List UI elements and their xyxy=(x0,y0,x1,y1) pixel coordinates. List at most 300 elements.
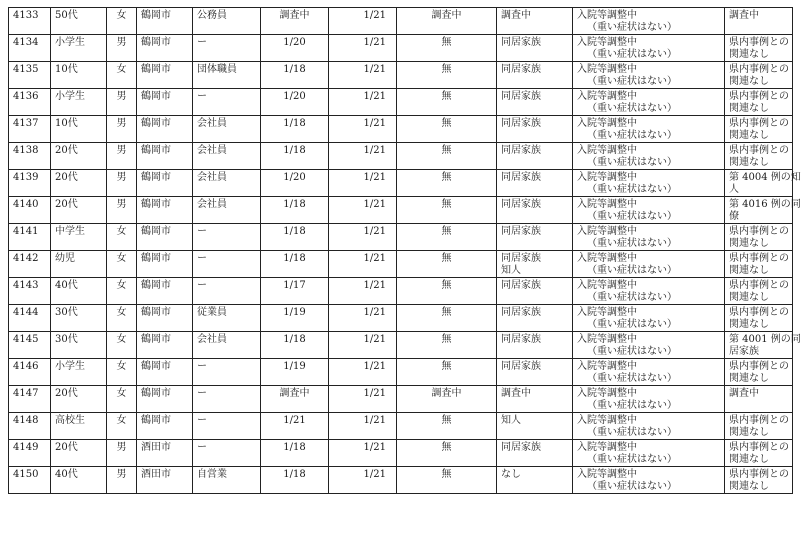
onset-text: 1/18 xyxy=(283,226,306,237)
remarks-line: 県内事例との xyxy=(729,442,789,453)
contact-line: 同居家族 xyxy=(501,199,541,210)
remarks-line: 関連なし xyxy=(729,454,769,465)
travel-history-cell xyxy=(397,359,497,386)
status-cell xyxy=(573,35,725,62)
sex-cell xyxy=(107,305,137,332)
table-row xyxy=(9,251,793,278)
remarks-line: 第 4016 例の同 xyxy=(729,199,801,210)
status-line: 入院等調整中 xyxy=(577,91,637,102)
age-cell xyxy=(51,359,107,386)
status-line: 入院等調整中 xyxy=(577,361,637,372)
status-line: 入院等調整中 xyxy=(577,415,637,426)
remarks-line: 僚 xyxy=(729,211,739,222)
case-number-cell xyxy=(9,386,51,413)
contact-line: 同居家族 xyxy=(501,334,541,345)
travel-text: 無 xyxy=(441,442,452,453)
case-number-cell xyxy=(9,440,51,467)
city-cell xyxy=(137,278,193,305)
remarks-line: 関連なし xyxy=(729,130,769,141)
status-cell xyxy=(573,386,725,413)
travel-text: 無 xyxy=(441,253,452,264)
occupation-cell xyxy=(193,413,261,440)
table-row xyxy=(9,197,793,224)
status-line: （重い症状はない） xyxy=(587,103,677,114)
onset-date-cell xyxy=(261,62,329,89)
city-cell xyxy=(137,359,193,386)
confirmed-text: 1/21 xyxy=(363,388,386,399)
case-number-cell xyxy=(9,278,51,305)
age-cell xyxy=(51,224,107,251)
age-text: 10代 xyxy=(55,118,78,129)
contact-line: 知人 xyxy=(501,415,521,426)
remarks-cell xyxy=(725,170,801,197)
travel-history-cell xyxy=(397,116,497,143)
city-cell xyxy=(137,8,193,35)
travel-text: 無 xyxy=(441,226,452,237)
no-text: 4147 xyxy=(13,388,39,399)
city-cell xyxy=(137,62,193,89)
status-line: 入院等調整中 xyxy=(577,334,637,345)
remarks-line: 居家族 xyxy=(729,346,759,357)
no-text: 4143 xyxy=(13,280,39,291)
sex-text: 男 xyxy=(116,118,127,129)
travel-history-cell xyxy=(397,332,497,359)
sex-cell xyxy=(107,278,137,305)
no-text: 4136 xyxy=(13,91,39,102)
table-row xyxy=(9,8,793,35)
confirmed-date-cell xyxy=(329,467,397,494)
onset-text: 1/18 xyxy=(283,145,306,156)
sex-cell xyxy=(107,35,137,62)
job-text: ー xyxy=(197,442,207,453)
case-table-sheet xyxy=(8,7,801,494)
age-cell xyxy=(51,332,107,359)
remarks-cell xyxy=(725,278,793,305)
contact-line: 同居家族 xyxy=(501,361,541,372)
table-row xyxy=(9,332,793,359)
occupation-cell xyxy=(193,332,261,359)
occupation-cell xyxy=(193,8,261,35)
confirmed-text: 1/21 xyxy=(363,145,386,156)
age-text: 20代 xyxy=(55,199,78,210)
status-line: （重い症状はない） xyxy=(587,454,677,465)
no-text: 4148 xyxy=(13,415,39,426)
onset-date-cell xyxy=(261,116,329,143)
status-cell xyxy=(573,62,725,89)
remarks-line: 県内事例との xyxy=(729,64,789,75)
onset-date-cell xyxy=(261,359,329,386)
onset-text: 1/19 xyxy=(283,307,306,318)
status-cell xyxy=(573,440,725,467)
case-number-cell xyxy=(9,89,51,116)
status-line: （重い症状はない） xyxy=(587,319,677,330)
remarks-cell xyxy=(725,386,793,413)
travel-text: 調査中 xyxy=(431,388,462,399)
contact-line: なし xyxy=(501,469,521,480)
sex-cell xyxy=(107,62,137,89)
status-line: （重い症状はない） xyxy=(587,373,677,384)
onset-text: 1/17 xyxy=(283,280,306,291)
table-row xyxy=(9,359,793,386)
travel-history-cell xyxy=(397,8,497,35)
age-cell xyxy=(51,251,107,278)
city-text: 鶴岡市 xyxy=(141,280,171,291)
confirmed-date-cell xyxy=(329,332,397,359)
remarks-line: 県内事例との xyxy=(729,226,789,237)
contact-line: 同居家族 xyxy=(501,145,541,156)
city-text: 鶴岡市 xyxy=(141,253,171,264)
onset-date-cell xyxy=(261,251,329,278)
case-number-cell xyxy=(9,116,51,143)
status-line: 入院等調整中 xyxy=(577,118,637,129)
onset-date-cell xyxy=(261,305,329,332)
travel-text: 無 xyxy=(441,91,452,102)
remarks-line: 関連なし xyxy=(729,49,769,60)
remarks-cell xyxy=(725,116,793,143)
contact-line: 同居家族 xyxy=(501,118,541,129)
confirmed-text: 1/21 xyxy=(363,415,386,426)
remarks-cell xyxy=(725,89,793,116)
remarks-line: 関連なし xyxy=(729,76,769,87)
remarks-line: 関連なし xyxy=(729,373,769,384)
sex-text: 男 xyxy=(116,442,127,453)
occupation-cell xyxy=(193,251,261,278)
confirmed-date-cell xyxy=(329,305,397,332)
remarks-line: 県内事例との xyxy=(729,280,789,291)
age-text: 30代 xyxy=(55,334,78,345)
job-text: 従業員 xyxy=(197,307,227,318)
confirmed-date-cell xyxy=(329,170,397,197)
confirmed-text: 1/21 xyxy=(363,307,386,318)
age-text: 50代 xyxy=(55,10,78,21)
job-text: ー xyxy=(197,91,207,102)
remarks-line: 関連なし xyxy=(729,238,769,249)
remarks-cell xyxy=(725,224,793,251)
occupation-cell xyxy=(193,116,261,143)
confirmed-date-cell xyxy=(329,8,397,35)
status-cell xyxy=(573,305,725,332)
city-text: 鶴岡市 xyxy=(141,37,171,48)
job-text: ー xyxy=(197,253,207,264)
travel-text: 調査中 xyxy=(431,10,462,21)
contact-cell xyxy=(497,359,573,386)
city-cell xyxy=(137,386,193,413)
status-line: 入院等調整中 xyxy=(577,226,637,237)
age-text: 中学生 xyxy=(55,226,85,237)
case-table xyxy=(8,7,801,494)
contact-line: 同居家族 xyxy=(501,442,541,453)
city-cell xyxy=(137,116,193,143)
onset-text: 1/21 xyxy=(283,415,306,426)
sex-cell xyxy=(107,413,137,440)
occupation-cell xyxy=(193,35,261,62)
travel-history-cell xyxy=(397,305,497,332)
city-text: 鶴岡市 xyxy=(141,118,171,129)
confirmed-text: 1/21 xyxy=(363,37,386,48)
age-text: 30代 xyxy=(55,307,78,318)
travel-history-cell xyxy=(397,197,497,224)
occupation-cell xyxy=(193,170,261,197)
status-cell xyxy=(573,251,725,278)
job-text: ー xyxy=(197,226,207,237)
onset-date-cell xyxy=(261,413,329,440)
remarks-line: 関連なし xyxy=(729,427,769,438)
case-table-body xyxy=(9,8,801,494)
job-text: ー xyxy=(197,388,207,399)
job-text: 公務員 xyxy=(197,10,227,21)
no-text: 4133 xyxy=(13,10,39,21)
city-cell xyxy=(137,224,193,251)
onset-text: 1/18 xyxy=(283,118,306,129)
onset-date-cell xyxy=(261,386,329,413)
age-text: 小学生 xyxy=(55,91,85,102)
remarks-cell xyxy=(725,251,793,278)
remarks-cell xyxy=(725,332,801,359)
travel-text: 無 xyxy=(441,280,452,291)
status-line: （重い症状はない） xyxy=(587,49,677,60)
status-cell xyxy=(573,359,725,386)
sex-text: 女 xyxy=(116,226,127,237)
status-line: 入院等調整中 xyxy=(577,10,637,21)
confirmed-date-cell xyxy=(329,35,397,62)
confirmed-date-cell xyxy=(329,413,397,440)
no-text: 4145 xyxy=(13,334,39,345)
remarks-cell xyxy=(725,467,793,494)
status-cell xyxy=(573,197,725,224)
table-row xyxy=(9,170,793,197)
confirmed-text: 1/21 xyxy=(363,226,386,237)
table-row xyxy=(9,35,793,62)
case-number-cell xyxy=(9,467,51,494)
no-text: 4134 xyxy=(13,37,39,48)
table-row xyxy=(9,224,793,251)
onset-date-cell xyxy=(261,89,329,116)
status-line: 入院等調整中 xyxy=(577,199,637,210)
occupation-cell xyxy=(193,359,261,386)
onset-date-cell xyxy=(261,143,329,170)
travel-history-cell xyxy=(397,170,497,197)
status-cell xyxy=(573,170,725,197)
remarks-line: 県内事例との xyxy=(729,37,789,48)
sex-cell xyxy=(107,8,137,35)
sex-text: 女 xyxy=(116,415,127,426)
city-text: 鶴岡市 xyxy=(141,388,171,399)
remarks-line: 関連なし xyxy=(729,265,769,276)
contact-cell xyxy=(497,143,573,170)
contact-cell xyxy=(497,89,573,116)
status-line: （重い症状はない） xyxy=(587,346,677,357)
onset-date-cell xyxy=(261,440,329,467)
city-text: 酒田市 xyxy=(141,442,171,453)
city-text: 鶴岡市 xyxy=(141,226,171,237)
sex-text: 女 xyxy=(116,10,127,21)
remarks-line: 関連なし xyxy=(729,103,769,114)
contact-line: 同居家族 xyxy=(501,226,541,237)
case-number-cell xyxy=(9,224,51,251)
remarks-cell xyxy=(725,305,793,332)
confirmed-date-cell xyxy=(329,251,397,278)
confirmed-text: 1/21 xyxy=(363,199,386,210)
travel-text: 無 xyxy=(441,361,452,372)
status-line: （重い症状はない） xyxy=(587,238,677,249)
onset-date-cell xyxy=(261,332,329,359)
contact-cell xyxy=(497,62,573,89)
remarks-line: 関連なし xyxy=(729,319,769,330)
sex-cell xyxy=(107,251,137,278)
contact-line: 知人 xyxy=(501,265,521,276)
contact-cell xyxy=(497,467,573,494)
status-line: 入院等調整中 xyxy=(577,253,637,264)
age-cell xyxy=(51,35,107,62)
onset-text: 1/20 xyxy=(283,172,306,183)
travel-history-cell xyxy=(397,467,497,494)
no-text: 4150 xyxy=(13,469,39,480)
remarks-line: 県内事例との xyxy=(729,469,789,480)
no-text: 4138 xyxy=(13,145,39,156)
city-cell xyxy=(137,35,193,62)
age-text: 高校生 xyxy=(55,415,85,426)
age-cell xyxy=(51,62,107,89)
age-text: 10代 xyxy=(55,64,78,75)
contact-line: 同居家族 xyxy=(501,91,541,102)
status-line: （重い症状はない） xyxy=(587,481,677,492)
travel-text: 無 xyxy=(441,145,452,156)
onset-text: 1/20 xyxy=(283,37,306,48)
job-text: 会社員 xyxy=(197,118,227,129)
age-cell xyxy=(51,143,107,170)
table-row xyxy=(9,305,793,332)
remarks-line: 県内事例との xyxy=(729,253,789,264)
travel-history-cell xyxy=(397,62,497,89)
city-cell xyxy=(137,251,193,278)
no-text: 4135 xyxy=(13,64,39,75)
remarks-line: 県内事例との xyxy=(729,91,789,102)
age-cell xyxy=(51,386,107,413)
contact-line: 調査中 xyxy=(501,388,531,399)
confirmed-text: 1/21 xyxy=(363,280,386,291)
confirmed-text: 1/21 xyxy=(363,361,386,372)
onset-date-cell xyxy=(261,170,329,197)
confirmed-date-cell xyxy=(329,278,397,305)
status-cell xyxy=(573,413,725,440)
remarks-line: 県内事例との xyxy=(729,145,789,156)
sex-text: 男 xyxy=(116,199,127,210)
contact-line: 同居家族 xyxy=(501,172,541,183)
status-line: 入院等調整中 xyxy=(577,37,637,48)
status-line: 入院等調整中 xyxy=(577,469,637,480)
onset-text: 1/18 xyxy=(283,469,306,480)
job-text: ー xyxy=(197,361,207,372)
age-text: 小学生 xyxy=(55,361,85,372)
table-row xyxy=(9,386,793,413)
travel-text: 無 xyxy=(441,307,452,318)
sex-text: 女 xyxy=(116,334,127,345)
confirmed-date-cell xyxy=(329,224,397,251)
travel-history-cell xyxy=(397,251,497,278)
occupation-cell xyxy=(193,89,261,116)
status-line: 入院等調整中 xyxy=(577,172,637,183)
case-number-cell xyxy=(9,359,51,386)
case-number-cell xyxy=(9,8,51,35)
no-text: 4144 xyxy=(13,307,39,318)
case-number-cell xyxy=(9,197,51,224)
case-number-cell xyxy=(9,413,51,440)
sex-cell xyxy=(107,332,137,359)
remarks-cell xyxy=(725,440,793,467)
confirmed-text: 1/21 xyxy=(363,469,386,480)
sex-text: 男 xyxy=(116,37,127,48)
sex-text: 男 xyxy=(116,91,127,102)
status-line: 入院等調整中 xyxy=(577,388,637,399)
remarks-line: 県内事例との xyxy=(729,361,789,372)
sex-text: 女 xyxy=(116,280,127,291)
sex-cell xyxy=(107,197,137,224)
status-cell xyxy=(573,224,725,251)
sex-text: 女 xyxy=(116,253,127,264)
travel-history-cell xyxy=(397,278,497,305)
contact-cell xyxy=(497,413,573,440)
job-text: 会社員 xyxy=(197,145,227,156)
travel-history-cell xyxy=(397,35,497,62)
status-line: （重い症状はない） xyxy=(587,427,677,438)
status-cell xyxy=(573,89,725,116)
job-text: ー xyxy=(197,415,207,426)
age-cell xyxy=(51,116,107,143)
travel-history-cell xyxy=(397,440,497,467)
remarks-line: 関連なし xyxy=(729,157,769,168)
city-cell xyxy=(137,89,193,116)
case-number-cell xyxy=(9,332,51,359)
age-text: 小学生 xyxy=(55,37,85,48)
table-row xyxy=(9,278,793,305)
contact-cell xyxy=(497,386,573,413)
age-cell xyxy=(51,170,107,197)
confirmed-text: 1/21 xyxy=(363,118,386,129)
city-text: 鶴岡市 xyxy=(141,64,171,75)
travel-history-cell xyxy=(397,143,497,170)
sex-cell xyxy=(107,467,137,494)
status-line: （重い症状はない） xyxy=(587,265,677,276)
travel-text: 無 xyxy=(441,199,452,210)
sex-cell xyxy=(107,89,137,116)
age-cell xyxy=(51,440,107,467)
city-text: 鶴岡市 xyxy=(141,172,171,183)
sex-cell xyxy=(107,440,137,467)
travel-text: 無 xyxy=(441,172,452,183)
sex-cell xyxy=(107,224,137,251)
confirmed-text: 1/21 xyxy=(363,442,386,453)
remarks-cell xyxy=(725,197,801,224)
confirmed-text: 1/21 xyxy=(363,172,386,183)
contact-cell xyxy=(497,278,573,305)
city-text: 鶴岡市 xyxy=(141,361,171,372)
sex-text: 男 xyxy=(116,145,127,156)
sex-text: 女 xyxy=(116,64,127,75)
age-text: 幼児 xyxy=(55,253,75,264)
onset-date-cell xyxy=(261,197,329,224)
onset-date-cell xyxy=(261,467,329,494)
occupation-cell xyxy=(193,440,261,467)
confirmed-date-cell xyxy=(329,62,397,89)
job-text: 会社員 xyxy=(197,199,227,210)
onset-date-cell xyxy=(261,8,329,35)
status-line: （重い症状はない） xyxy=(587,292,677,303)
onset-text: 1/18 xyxy=(283,199,306,210)
contact-line: 同居家族 xyxy=(501,253,541,264)
status-line: （重い症状はない） xyxy=(587,22,677,33)
city-text: 酒田市 xyxy=(141,469,171,480)
case-number-cell xyxy=(9,35,51,62)
